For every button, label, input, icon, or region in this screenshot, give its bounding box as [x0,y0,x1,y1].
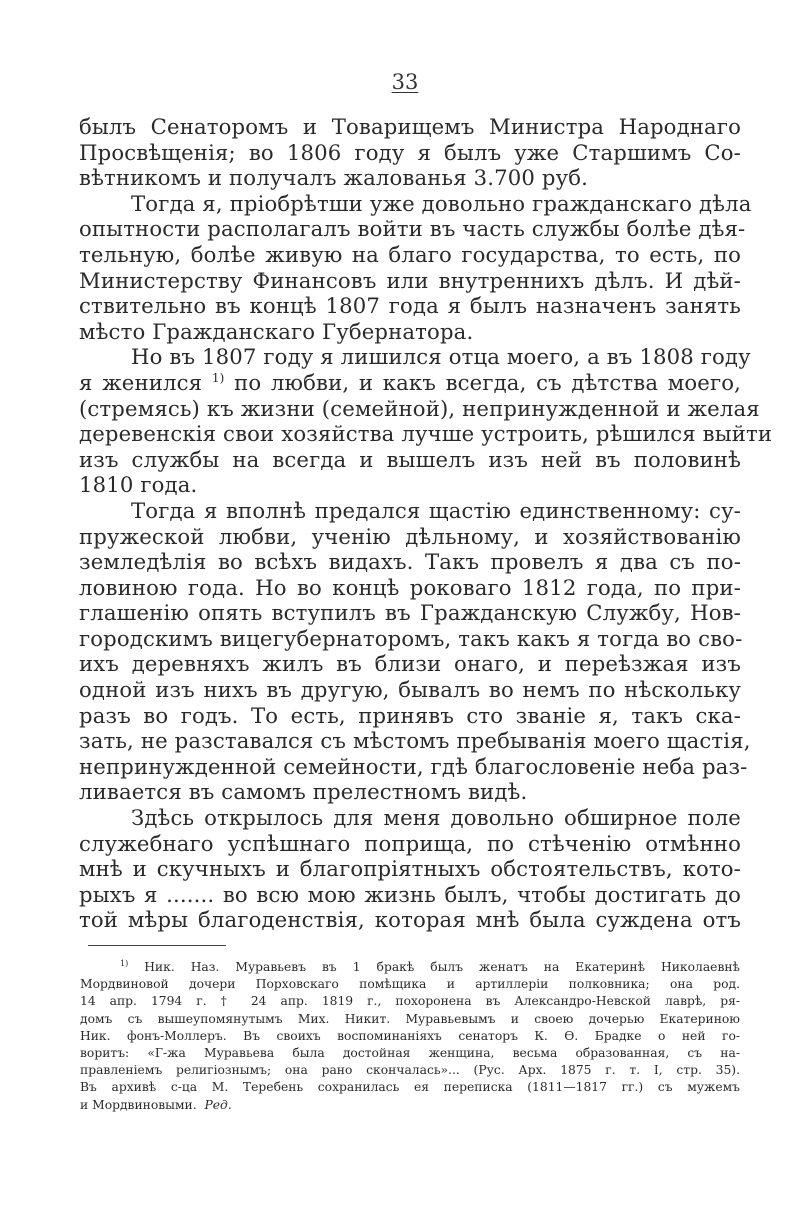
text-line: ливается въ самомъ прелестномъ видѣ. [79,779,528,805]
footnote-text: и Мордвиновыми. [80,1097,197,1112]
footnote-line: Въ архивѣ с-ца М. Теребень сохранилась ея переписка (1811—1817 гг.) съ мужемъ [80,1080,740,1095]
text-line: одной изъ нихъ въ другую, бывалъ во немъ по нѣскольку [79,677,741,703]
text-line: опытности располагалъ войти въ часть службы болѣе дѣя- [79,216,746,242]
text-line: той мѣры благоденствія, которая мнѣ была суждена отъ [79,907,741,933]
footnote-line [80,1097,740,1114]
text-line: 1810 года. [79,472,198,498]
text-line: ловиною года. Но во концѣ роковаго 1812 года, по при- [79,574,741,600]
footnote-block [80,959,740,1114]
text-line: ствительно въ концѣ 1807 года я былъ назначенъ занять [79,293,741,319]
footnote-reference: 1) [211,370,225,385]
text-line-with-footnote [79,370,741,396]
footnote-line: 14 апр. 1794 г. † 24 апр. 1819 г., похоронена въ Александро-Невской лаврѣ, ря- [80,994,740,1009]
text-line: (стремясь) къ жизни (семейной), непринужденной и желая [79,395,760,421]
text-fragment: по любви, и какъ всегда, съ дѣтства моего, [234,369,742,395]
text-line: деревенскія свои хозяйства лучше устроить, рѣшился выйти [79,421,773,447]
footnote-line: Мордвиновой дочери Порховскаго помѣщика и артиллеріи полковника; она род. [80,977,740,992]
page-number: 33 [391,70,419,94]
footnote-text: Ник. Наз. Муравьевъ въ 1 бракѣ былъ женатъ на Екатеринѣ Николаевнѣ [144,960,740,974]
editor-signature: Ред. [204,1097,232,1112]
text-line: Министерству Финансовъ или внутреннихъ дѣлъ. И дѣй- [79,267,741,293]
text-line: зать, не разставался съ мѣстомъ пребыванія моего щастія, [79,728,751,754]
text-line: Здѣсь открылось для меня довольно обширное поле [131,805,741,831]
text-line: вѣтникомъ и получалъ жалованья 3.700 руб. [79,165,589,191]
text-line: земледѣлія во всѣхъ видахъ. Такъ провелъ я два съ по- [79,549,741,575]
text-line: разъ во годъ. То есть, принявъ сто званіе я, такъ ска- [79,702,741,728]
text-line: ихъ деревняхъ жилъ въ близи онаго, и переѣзжая изъ [79,651,741,677]
text-line: пружеской любви, ученію дѣльному, и хозяйствованію [79,523,741,549]
text-line: Просвѣщенія; во 1806 году я былъ уже Старшимъ Со- [79,139,741,165]
text-fragment: я женился [79,369,203,395]
text-line: служебнаго успѣшнаго поприща, по стѣченію отмѣнно [79,830,741,856]
text-line: рыхъ я ....... во всю мою жизнь былъ, чтобы достигать до [79,881,741,907]
footnote-divider [88,945,226,946]
footnote-line: домъ съ вышеупомянутымъ Мих. Никит. Муравьевымъ и своею дочерью Екатериною [80,1011,740,1026]
text-line: Но въ 1807 году я лишился отца моего, а въ 1808 году [131,344,751,370]
footnote-line: правленіемъ религіознымъ; она рано скончалась»... (Рус. Арх. 1875 г. т. I, стр. 35). [80,1063,741,1078]
text-line: тельную, болѣе живую на благо государства, то есть, по [79,241,741,267]
text-line: мѣсто Гражданскаго Губернатора. [79,318,474,344]
text-line: Тогда я, пріобрѣтши уже довольно гражданскаго дѣла [131,190,752,216]
text-line: глашенію опять вступилъ въ Гражданскую Службу, Нов- [79,600,741,626]
footnote-line [80,959,740,976]
text-line: городскимъ вицегубернаторомъ, такъ какъ я тогда во сво- [79,625,743,651]
text-line: непринужденной семейности, гдѣ благословеніе неба раз- [79,753,748,779]
text-line: былъ Сенаторомъ и Товарищемъ Министра Народнаго [79,114,741,139]
main-text [79,114,773,933]
text-line: мнѣ и скучныхъ и благопріятныхъ обстоятельствъ, кото- [79,856,741,882]
footnote-marker: 1) [120,958,129,968]
footnote-line: воритъ: «Г-жа Муравьева была достойная женщина, весьма образованная, съ на- [80,1045,740,1060]
footnote-line: Ник. фонъ-Моллеръ. Въ своихъ воспоминаніяхъ сенаторъ К. Ѳ. Брадке о ней го- [80,1028,740,1043]
text-line: Тогда я вполнѣ предался щастію единственному: су- [131,497,741,523]
text-line: изъ службы на всегда и вышелъ изъ ней въ половинѣ [79,446,741,472]
